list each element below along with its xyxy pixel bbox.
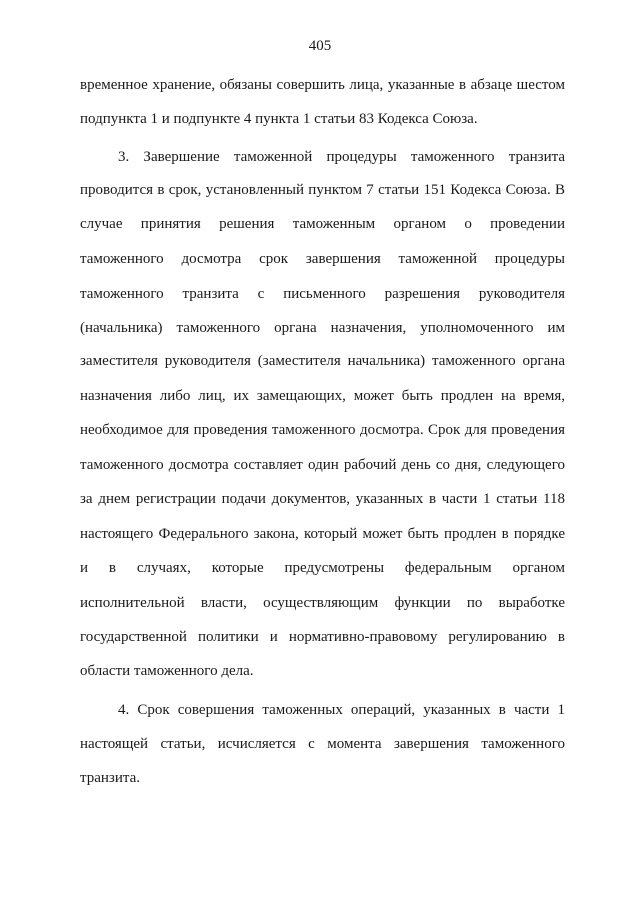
text-line: за днем регистрации подачи документов, указанных в части 1 статьи 118 [80, 491, 565, 507]
text-line: случае принятия решения таможенным органом о проведении [80, 216, 565, 232]
text-line: временное хранение, обязаны совершить лица, указанные в абзаце шестом [80, 77, 565, 93]
text-line: транзита. [80, 770, 141, 786]
text-line: 4. Срок совершения таможенных операций, указанных в части 1 [118, 702, 565, 718]
text-line: таможенного транзита с письменного разрешения руководителя [80, 286, 565, 302]
text-line: заместителя руководителя (заместителя начальника) таможенного органа [80, 353, 565, 369]
text-line: исполнительной власти, осуществляющим функции по выработке [80, 595, 565, 611]
text-line: (начальника) таможенного органа назначения, уполномоченного им [80, 320, 565, 336]
text-line: области таможенного дела. [80, 663, 254, 679]
text-line: государственной политики и нормативно-правовому регулированию в [80, 629, 565, 645]
page-number: 405 [308, 38, 332, 54]
text-line: настоящего Федерального закона, который может быть продлен в порядке [80, 526, 565, 542]
text-line: настоящей статьи, исчисляется с момента завершения таможенного [80, 736, 565, 752]
text-line: подпункта 1 и подпункте 4 пункта 1 статьи 83 Кодекса Союза. [80, 111, 478, 127]
text-line: таможенного досмотра составляет один рабочий день со дня, следующего [80, 457, 565, 473]
text-line: назначения либо лиц, их замещающих, может быть продлен на время, [80, 388, 565, 404]
text-line: и в случаях, которые предусмотрены федеральным органом [80, 560, 565, 576]
text-line: проводится в срок, установленный пунктом 7 статьи 151 Кодекса Союза. В [80, 182, 565, 198]
text-line: таможенного досмотра срок завершения таможенной процедуры [80, 251, 565, 267]
text-line: необходимое для проведения таможенного досмотра. Срок для проведения [80, 422, 565, 438]
text-line: 3. Завершение таможенной процедуры таможенного транзита [118, 149, 565, 165]
